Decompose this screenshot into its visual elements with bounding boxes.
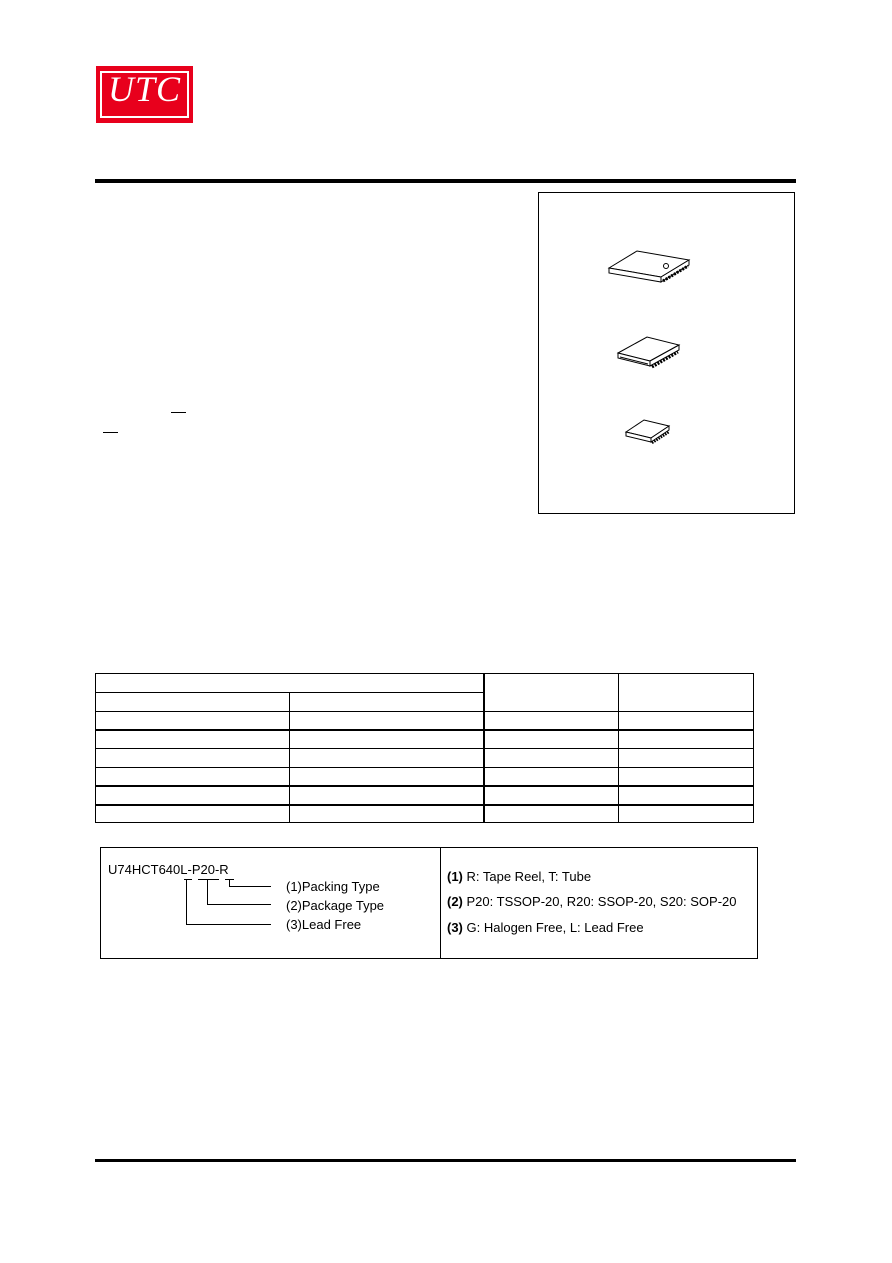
package-illustrations bbox=[539, 193, 794, 513]
header-rule bbox=[95, 179, 796, 183]
overbar-mark-2 bbox=[103, 432, 118, 433]
footer-rule bbox=[95, 1159, 796, 1162]
desc-lead-free: (3) G: Halogen Free, L: Lead Free bbox=[447, 920, 644, 935]
marking-info-box bbox=[100, 847, 758, 959]
desc-package-type: (2) P20: TSSOP-20, R20: SSOP-20, S20: SOP-20 bbox=[447, 894, 737, 909]
lead-free-label: (3)Lead Free bbox=[286, 917, 362, 932]
marking-divider bbox=[440, 848, 441, 958]
package-tssop-image bbox=[626, 420, 669, 443]
package-type-label: (2)Package Type bbox=[286, 898, 385, 913]
logo-text: UTC bbox=[107, 69, 182, 109]
package-ssop-image bbox=[618, 337, 679, 367]
utc-logo bbox=[96, 66, 193, 123]
ordering-table bbox=[95, 673, 754, 823]
package-sop-image bbox=[609, 251, 689, 282]
part-number-code: U74HCT640L-P20-R bbox=[108, 862, 229, 877]
desc-packing-type: (1) R: Tape Reel, T: Tube bbox=[447, 869, 592, 884]
package-images-box bbox=[538, 192, 795, 514]
overbar-mark-1 bbox=[171, 412, 186, 413]
packing-type-label: (1)Packing Type bbox=[286, 879, 380, 894]
